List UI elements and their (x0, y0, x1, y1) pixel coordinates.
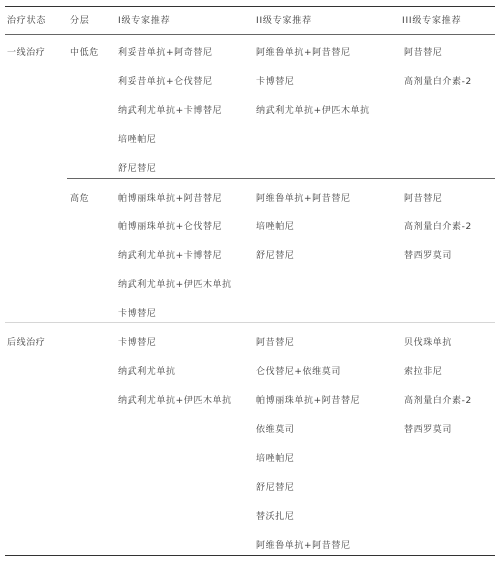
level3-item: 阿昔替尼 (404, 194, 443, 204)
header-stratum: 分层 (70, 16, 90, 26)
stratum-label: 中低危 (70, 48, 99, 58)
level2-item: 卡博替尼 (256, 77, 295, 87)
level2-item: 舒尼替尼 (256, 251, 295, 261)
level3-item: 贝伐珠单抗 (404, 338, 453, 348)
recommendation-table (5, 6, 495, 557)
level2-item: 阿昔替尼 (256, 338, 295, 348)
level1-item: 舒尼替尼 (118, 164, 157, 174)
level1-item: 帕博丽珠单抗+阿昔替尼 (118, 194, 223, 204)
header-level3: III级专家推荐 (402, 16, 462, 26)
header-bottom-rule (5, 34, 495, 35)
level3-item: 阿昔替尼 (404, 48, 443, 58)
level1-item: 纳武利尤单抗+伊匹木单抗 (118, 396, 232, 406)
treatment-line-label: 后线治疗 (7, 338, 46, 348)
level2-item: 舒尼替尼 (256, 483, 295, 493)
level2-item: 阿维鲁单抗+阿昔替尼 (256, 48, 351, 58)
level1-item: 培唑帕尼 (118, 135, 157, 145)
table-top-rule (5, 6, 495, 7)
level1-item: 卡博替尼 (118, 338, 157, 348)
level3-item: 替西罗莫司 (404, 425, 453, 435)
table-bottom-rule (5, 555, 495, 556)
level3-item: 高剂量白介素-2 (404, 222, 472, 232)
level2-item: 培唑帕尼 (256, 454, 295, 464)
level1-item: 纳武利尤单抗+卡博替尼 (118, 106, 223, 116)
level1-item: 帕博丽珠单抗+仑伐替尼 (118, 222, 223, 232)
level1-item: 纳武利尤单抗+伊匹木单抗 (118, 280, 232, 290)
header-level2: II级专家推荐 (256, 16, 312, 26)
level2-item: 培唑帕尼 (256, 222, 295, 232)
treatment-line-label: 一线治疗 (7, 48, 46, 58)
level2-item: 仑伐替尼+依维莫司 (256, 367, 341, 377)
level2-item: 纳武利尤单抗+伊匹木单抗 (256, 106, 370, 116)
level2-item: 替沃扎尼 (256, 512, 295, 522)
level3-item: 高剂量白介素-2 (404, 396, 472, 406)
stratum-label: 高危 (70, 194, 90, 204)
level1-item: 利妥昔单抗+阿奇替尼 (118, 48, 213, 58)
level2-item: 阿维鲁单抗+阿昔替尼 (256, 541, 351, 551)
header-level1: I级专家推荐 (118, 16, 171, 26)
section-divider-rule (5, 322, 495, 323)
level1-item: 纳武利尤单抗 (118, 367, 176, 377)
header-treatment-line: 治疗状态 (7, 16, 47, 26)
level3-item: 替西罗莫司 (404, 251, 453, 261)
level1-item: 纳武利尤单抗+卡博替尼 (118, 251, 223, 261)
level2-item: 帕博丽珠单抗+阿昔替尼 (256, 396, 361, 406)
level3-item: 索拉非尼 (404, 367, 443, 377)
level3-item: 高剂量白介素-2 (404, 77, 472, 87)
level2-item: 阿维鲁单抗+阿昔替尼 (256, 194, 351, 204)
stratum-divider-rule (67, 178, 495, 179)
level1-item: 卡博替尼 (118, 309, 157, 319)
level1-item: 利妥昔单抗+仑伐替尼 (118, 77, 213, 87)
level2-item: 依维莫司 (256, 425, 295, 435)
